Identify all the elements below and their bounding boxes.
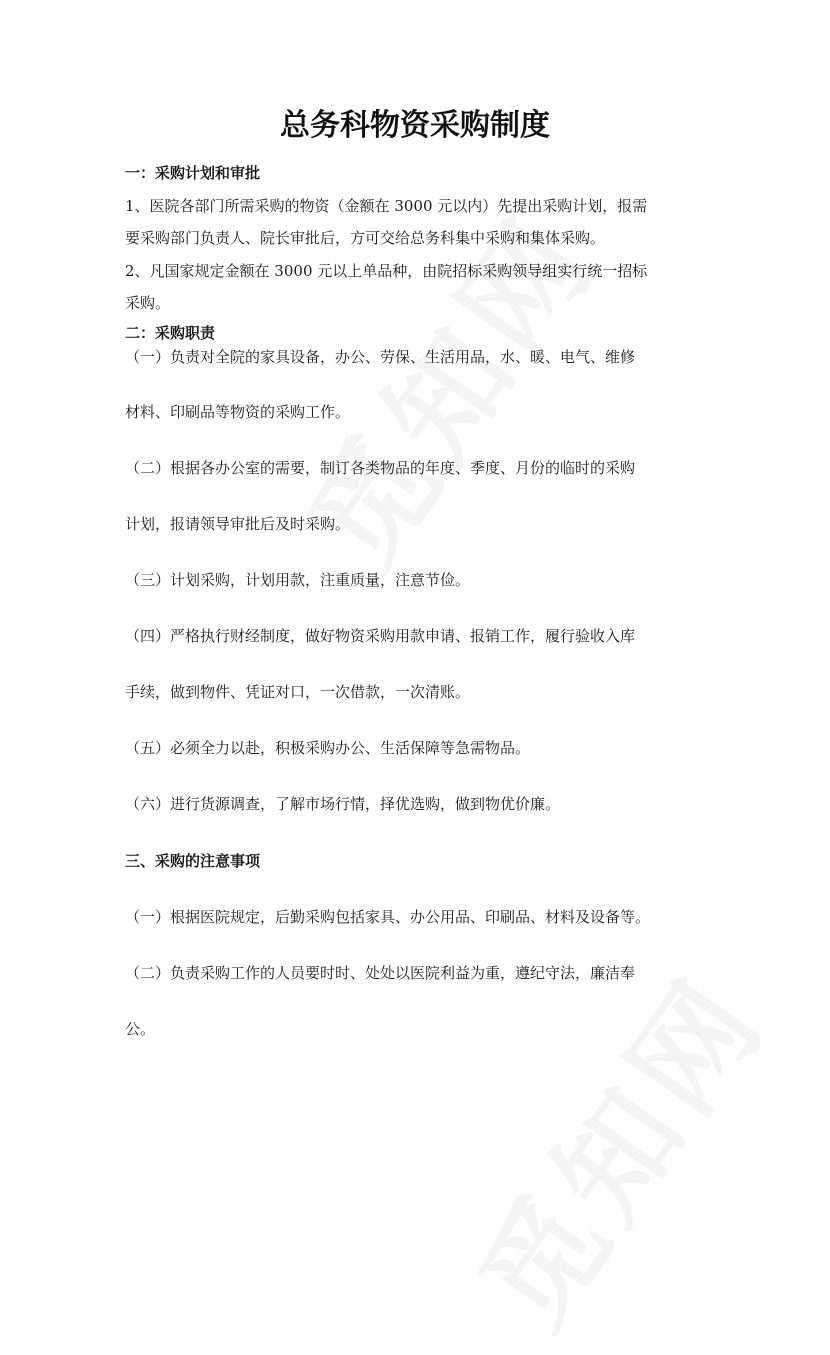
list-item-line: （二）负责采购工作的人员要时时、处处以医院利益为重，遵纪守法，廉洁奉 — [125, 964, 636, 982]
list-item-line: （六）进行货源调查，了解市场行情，择优选购，做到物优价廉。 — [125, 795, 561, 813]
paragraph-line: 采购。 — [125, 294, 171, 312]
paragraph-line: 1、医院各部门所需采购的物资（金额在 3000 元以内）先提出采购计划，报需 — [125, 197, 648, 215]
list-item-line: （一）根据医院规定，后勤采购包括家具、办公用品、印刷品、材料及设备等。 — [125, 908, 651, 926]
list-item-line: （四）严格执行财经制度，做好物资采购用款申请、报销工作，履行验收入库 — [125, 627, 636, 645]
list-item-line: 材料、印刷品等物资的采购工作。 — [125, 403, 351, 421]
paragraph-line: 2、凡国家规定金额在 3000 元以上单品种，由院招标采购领导组实行统一招标 — [125, 262, 648, 280]
list-item-line: （一）负责对全院的家具设备，办公、劳保、生活用品，水、暖、电气、维修 — [125, 348, 636, 366]
section-heading: 一：采购计划和审批 — [125, 164, 261, 182]
section-heading: 二：采购职责 — [125, 324, 216, 342]
list-item-line: 计划，报请领导审批后及时采购。 — [125, 515, 351, 533]
list-item-line: （三）计划采购，计划用款，注重质量，注意节俭。 — [125, 571, 471, 589]
list-item-line: （二）根据各办公室的需要，制订各类物品的年度、季度、月份的临时的采购 — [125, 459, 636, 477]
document-title: 总务科物资采购制度 — [280, 108, 550, 143]
paragraph-line: 要采购部门负责人、院长审批后，方可交给总务科集中采购和集体采购。 — [125, 229, 606, 247]
watermark — [433, 937, 798, 1355]
section-heading: 三、采购的注意事项 — [125, 852, 261, 870]
list-item-line: 公。 — [125, 1020, 156, 1038]
list-item-line: （五）必须全力以赴，积极采购办公、生活保障等急需物品。 — [125, 739, 531, 757]
list-item-line: 手续，做到物件、凭证对口，一次借款，一次清账。 — [125, 683, 471, 701]
